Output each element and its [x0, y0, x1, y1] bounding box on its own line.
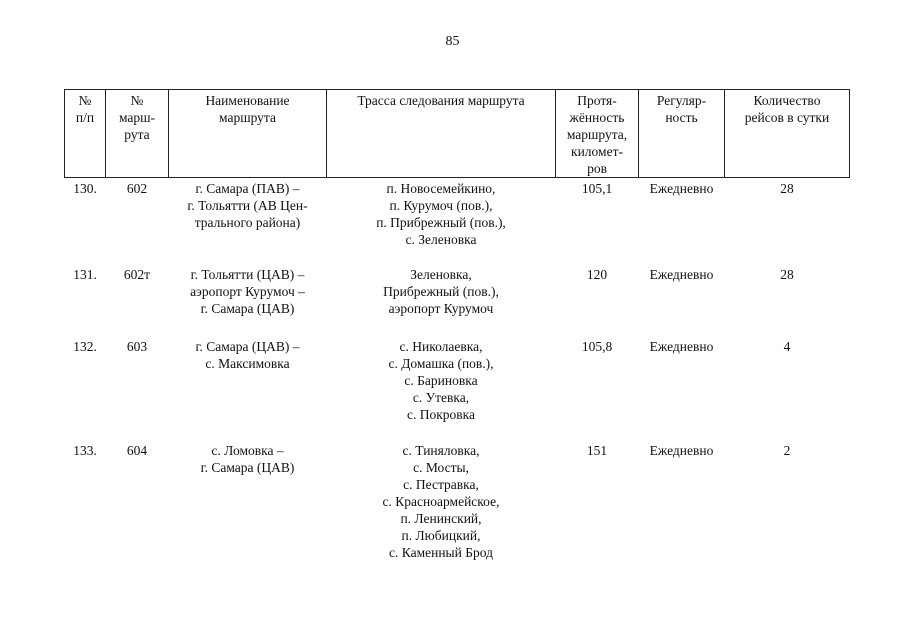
page-number: 85 — [445, 34, 460, 49]
header-route-length-label: Протя- жённость маршрута, километ- ров — [566, 93, 628, 176]
routes-table — [64, 89, 850, 574]
cell-trips-per-day: 28 — [780, 181, 794, 196]
header-route-length — [556, 90, 639, 178]
cell-regularity: Ежедневно — [649, 339, 714, 354]
cell-trips-per-day: 2 — [783, 443, 791, 458]
cell-route-number: 602т — [123, 267, 151, 282]
table-row — [65, 264, 850, 336]
table-header-row — [65, 90, 850, 178]
cell-route-length: 105,8 — [581, 339, 613, 354]
cell-route-number: 602 — [126, 181, 148, 196]
cell-route-path: с. Николаевка, с. Домашка (пов.), с. Бариновка с. Утевка, с. Покровка — [388, 339, 494, 422]
cell-route-path: п. Новосемейкино, п. Курумоч (пов.), п. Прибрежный (пов.), с. Зеленовка — [376, 181, 506, 247]
header-route-number-label: № марш- рута — [118, 93, 156, 142]
header-trips-per-day-label: Количество рейсов в сутки — [744, 93, 830, 125]
cell-route-length: 120 — [586, 267, 608, 282]
header-route-number — [106, 90, 169, 178]
table-row — [65, 440, 850, 574]
cell-regularity: Ежедневно — [649, 267, 714, 282]
header-trips-per-day — [725, 90, 850, 178]
cell-route-path: с. Тиняловка, с. Мосты, с. Пестравка, с. Красноармейское, п. Ленинский, п. Любицкий, с. Каменный Брод — [382, 443, 500, 560]
cell-regularity: Ежедневно — [649, 443, 714, 458]
header-route-name — [169, 90, 327, 178]
header-regularity — [639, 90, 725, 178]
cell-route-name: с. Ломовка – г. Самара (ЦАВ) — [200, 443, 295, 475]
header-number — [65, 90, 106, 178]
cell-trips-per-day: 28 — [780, 267, 794, 282]
cell-route-length: 105,1 — [581, 181, 613, 196]
cell-route-name: г. Тольятти (ЦАВ) – аэропорт Курумоч – г. Самара (ЦАВ) — [190, 267, 305, 316]
header-route-path — [327, 90, 556, 178]
table-row — [65, 178, 850, 265]
cell-trips-per-day: 4 — [783, 339, 791, 354]
cell-route-length: 151 — [586, 443, 608, 458]
cell-number: 132. — [73, 339, 97, 354]
header-number-label: № п/п — [75, 93, 95, 125]
cell-number: 131. — [73, 267, 97, 282]
cell-route-name: г. Самара (ЦАВ) – с. Максимовка — [195, 339, 300, 371]
table-row — [65, 336, 850, 440]
header-route-name-label: Наименование маршрута — [205, 93, 290, 125]
cell-regularity: Ежедневно — [649, 181, 714, 196]
cell-route-name: г. Самара (ПАВ) – г. Тольятти (АВ Цен- трального района) — [187, 181, 308, 230]
header-route-path-label: Трасса следования маршрута — [357, 93, 525, 108]
cell-route-path: Зеленовка, Прибрежный (пов.), аэропорт Курумоч — [383, 267, 499, 316]
header-regularity-label: Регуляр- ность — [656, 93, 707, 125]
cell-number: 130. — [73, 181, 97, 196]
cell-number: 133. — [73, 443, 97, 458]
cell-route-number: 604 — [126, 443, 148, 458]
cell-route-number: 603 — [126, 339, 148, 354]
